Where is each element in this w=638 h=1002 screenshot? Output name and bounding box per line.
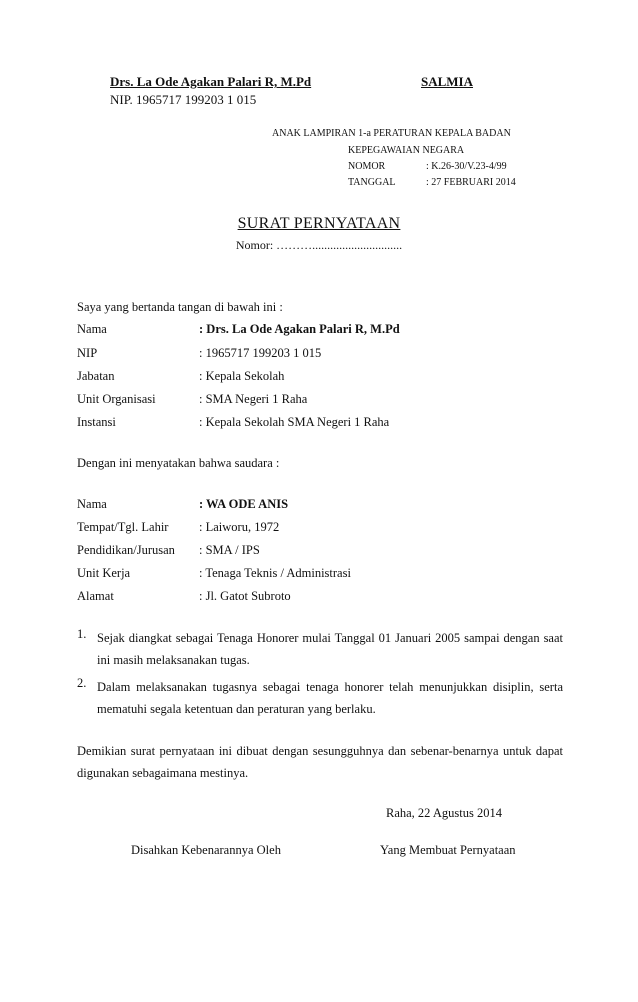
lampiran-line2: KEPEGAWAIAN NEGARA xyxy=(348,145,465,156)
point-number: 1. xyxy=(77,627,87,641)
intro-text: Saya yang bertanda tangan di bawah ini : xyxy=(77,300,283,314)
signer-instansi-label: Instansi xyxy=(77,415,116,429)
signer-nip-label: NIP xyxy=(77,346,98,360)
statement-point-1 xyxy=(77,627,563,671)
document-title: SURAT PERNYATAAN xyxy=(237,215,401,232)
point-text: Dalam melaksanakan tugasnya sebagai tenaga honorer telah menunjukkan disiplin, serta mematuhi segala ketentuan dan peraturan yang berlaku. xyxy=(97,680,563,716)
signer-jabatan-label: Jabatan xyxy=(77,369,115,383)
sign-right-label: Yang Membuat Pernyataan xyxy=(380,843,516,857)
subject-name-label: Nama xyxy=(77,497,107,511)
statement-point-2 xyxy=(77,676,563,720)
subject-work-unit-value: : Tenaga Teknis / Administrasi xyxy=(199,566,351,580)
statement-intro: Dengan ini menyatakan bahwa saudara : xyxy=(77,456,280,470)
sign-left-label: Disahkan Kebenarannya Oleh xyxy=(131,843,281,857)
document-number: Nomor: ……….............................. xyxy=(235,238,403,252)
signer-name-label: Nama xyxy=(77,322,107,336)
place-date: Raha, 22 Agustus 2014 xyxy=(386,806,502,820)
signer-jabatan-value: : Kepala Sekolah xyxy=(199,369,285,383)
lampiran-nomor-label: NOMOR xyxy=(348,161,386,172)
header-left-name: Drs. La Ode Agakan Palari R, M.Pd xyxy=(110,74,312,89)
lampiran-tanggal-label: TANGGAL xyxy=(348,177,396,188)
header-left-nip: NIP. 1965717 199203 1 015 xyxy=(110,92,257,107)
signer-nip-value: : 1965717 199203 1 015 xyxy=(199,346,322,360)
point-number: 2. xyxy=(77,676,87,690)
lampiran-tanggal-value: : 27 FEBRUARI 2014 xyxy=(426,177,516,188)
subject-name-value: : WA ODE ANIS xyxy=(199,497,289,511)
point-text: Sejak diangkat sebagai Tenaga Honorer mulai Tanggal 01 Januari 2005 sampai dengan saat ini masih melaksanakan tugas. xyxy=(97,631,563,667)
subject-birth-value: : Laiworu, 1972 xyxy=(199,520,280,534)
subject-birth-label: Tempat/Tgl. Lahir xyxy=(77,520,169,534)
signer-instansi-value: : Kepala Sekolah SMA Negeri 1 Raha xyxy=(199,415,390,429)
subject-work-unit-label: Unit Kerja xyxy=(77,566,131,580)
signer-unit-label: Unit Organisasi xyxy=(77,392,156,406)
header-right-name: SALMIA xyxy=(421,74,474,89)
lampiran-nomor-value: : K.26-30/V.23-4/99 xyxy=(426,161,507,172)
signer-unit-value: : SMA Negeri 1 Raha xyxy=(199,392,308,406)
subject-education-value: : SMA / IPS xyxy=(199,543,260,557)
subject-address-label: Alamat xyxy=(77,589,114,603)
signer-name-value: : Drs. La Ode Agakan Palari R, M.Pd xyxy=(199,322,400,336)
closing-paragraph: Demikian surat pernyataan ini dibuat dengan sesungguhnya dan sebenar-benarnya untuk dapat digunakan sebagaimana mestinya. xyxy=(77,744,563,780)
lampiran-line1: ANAK LAMPIRAN 1-a PERATURAN KEPALA BADAN xyxy=(272,128,511,139)
subject-education-label: Pendidikan/Jurusan xyxy=(77,543,175,557)
subject-address-value: : Jl. Gatot Subroto xyxy=(199,589,291,603)
